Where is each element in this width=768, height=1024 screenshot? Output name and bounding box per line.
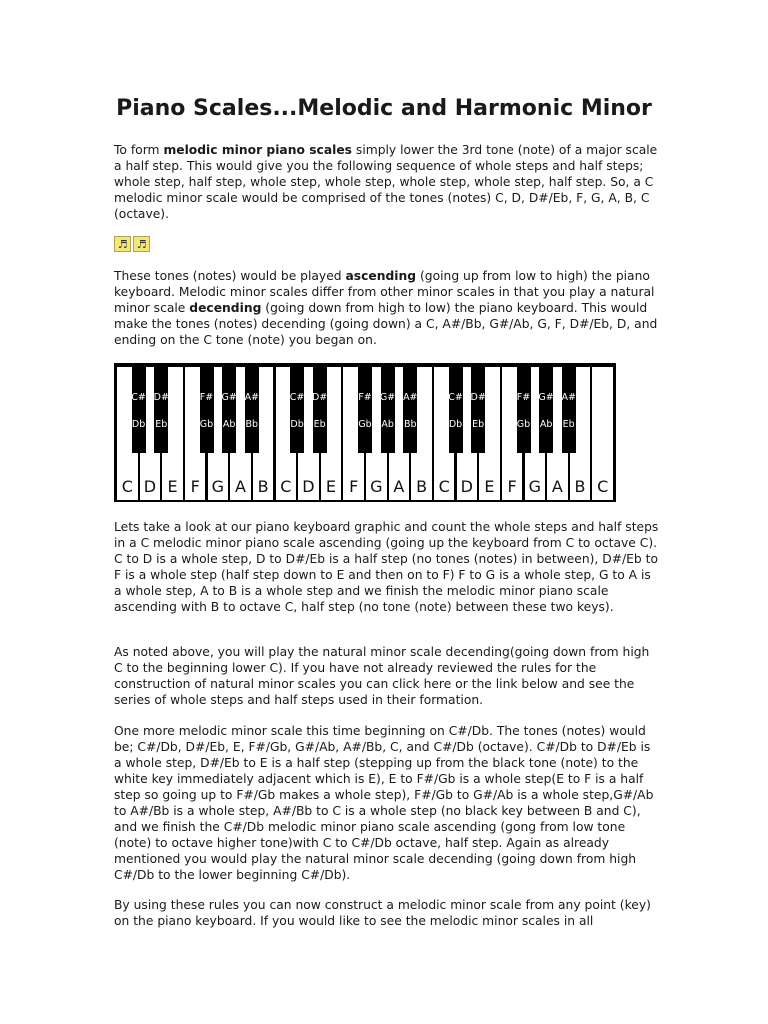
black-key-flat-label: Eb bbox=[562, 419, 575, 430]
black-key-flat-label: Bb bbox=[245, 419, 259, 430]
black-key-sharp-label: A# bbox=[244, 392, 260, 403]
white-key-label: E bbox=[484, 477, 495, 496]
black-key bbox=[132, 367, 146, 453]
black-key-flat-label: Db bbox=[290, 419, 304, 430]
black-key bbox=[539, 367, 553, 453]
white-key-label: G bbox=[211, 477, 224, 496]
sound-icon[interactable]: ♬ bbox=[133, 236, 150, 252]
white-key-label: C bbox=[280, 477, 292, 496]
black-key-flat-label: Gb bbox=[199, 419, 214, 430]
black-key-sharp-label: C# bbox=[448, 392, 463, 403]
black-key bbox=[562, 367, 576, 453]
white-key-label: B bbox=[574, 477, 586, 496]
white-key-label: F bbox=[349, 477, 359, 496]
paragraph-c-sharp-scale: One more melodic minor scale this time beginning on C#/Db. The tones (notes) would be; C#/Db, D#/Eb, E, F#/Gb, G#/Ab, A#/Bb, C, and C#/Db (octave). C#/Db to D#/Eb is a whole step, D#/Eb to E is a half step (stepping up from the black tone (note) to the white key immediately adjacent which is E), E to F#/Gb is a whole step(E to F is a half step so going up to F#/Gb makes a whole step), F#/Gb to G#/Ab is a whole step,G#/Ab to A#/Bb is a whole step, A#/Bb to C is a whole step (no black key between B and C), and we finish the C#/Db melodic minor piano scale ascending (gong from low tone (note) to octave higher tone)with C to C#/Db octave, half step. Again as already mentioned you would play the natural minor scale decending (going down from high C#/Db to the lower beginning C#/Db). bbox=[114, 724, 654, 882]
audio-buttons bbox=[114, 236, 150, 252]
paragraph-natural-minor: As noted above, you will play the natural minor scale decending(going down from high C to the beginning lower C). If you have not already reviewed the rules for the construction of natural minor scales you can click here or the link below and see the series of whole steps and half steps used in their formation. bbox=[114, 645, 650, 707]
black-key bbox=[381, 367, 395, 453]
black-key bbox=[290, 367, 304, 453]
black-key-sharp-label: F# bbox=[358, 392, 372, 403]
ascending-bold: ascending bbox=[345, 269, 417, 283]
white-key-label: E bbox=[325, 477, 337, 496]
paragraph-ascending bbox=[114, 268, 659, 348]
paragraph-intro bbox=[114, 142, 659, 222]
black-key-flat-label: Eb bbox=[313, 419, 326, 430]
piano-keyboard-graphic bbox=[114, 363, 616, 502]
intro-text-start: To form bbox=[114, 143, 164, 157]
black-key-flat-label: Bb bbox=[404, 419, 417, 430]
black-key bbox=[154, 367, 168, 453]
page-title: Piano Scales...Melodic and Harmonic Minor bbox=[116, 96, 652, 121]
black-key bbox=[358, 367, 372, 453]
black-key-flat-label: Eb bbox=[155, 419, 168, 430]
black-key-flat-label: Db bbox=[448, 419, 463, 430]
white-key-label: A bbox=[551, 477, 563, 496]
black-key bbox=[449, 367, 463, 453]
black-key-flat-label: Ab bbox=[381, 419, 394, 430]
black-key-sharp-label: F# bbox=[516, 392, 531, 403]
black-key bbox=[403, 367, 417, 453]
white-key-label: A bbox=[393, 477, 405, 496]
white-key-label: B bbox=[416, 477, 428, 496]
white-key bbox=[592, 367, 613, 500]
black-key-flat-label: Db bbox=[131, 419, 146, 430]
black-key-sharp-label: F# bbox=[199, 392, 214, 403]
black-key-sharp-label: G# bbox=[538, 392, 554, 403]
black-key-flat-label: Gb bbox=[516, 419, 531, 430]
black-key-sharp-label: G# bbox=[221, 392, 237, 403]
black-key bbox=[313, 367, 327, 453]
black-key bbox=[245, 367, 259, 453]
black-key bbox=[222, 367, 236, 453]
black-key-flat-label: Eb bbox=[472, 419, 485, 430]
black-key-flat-label: Ab bbox=[222, 419, 236, 430]
ascending-text-d: (going down from high to low) the piano keyboard. This would make the tones (notes) decending (going down) a C, A#/Bb, G#/Ab, G, F, D#/Eb, D, and ending on the C tone (note) you began on. bbox=[114, 301, 658, 347]
black-key-sharp-label: D# bbox=[153, 392, 169, 403]
white-key-label: D bbox=[460, 477, 473, 496]
black-key bbox=[471, 367, 485, 453]
white-key-label: D bbox=[143, 477, 157, 496]
white-key-label: C bbox=[121, 477, 133, 496]
black-key-flat-label: Ab bbox=[539, 419, 553, 430]
black-key-flat-label: Gb bbox=[358, 419, 372, 430]
black-key bbox=[200, 367, 214, 453]
ascending-text-a: These tones (notes) would be played bbox=[114, 269, 346, 283]
paragraph-count-steps: Lets take a look at our piano keyboard graphic and count the whole steps and half steps in a C melodic minor piano scale ascending (going up the keyboard from C to octave C). C to D is a whole step, D to D#/Eb is a half step (no tones (notes) in between), D#/Eb to F is a whole step (half step down to E and then on to F) F to G is a whole step, G to A is a whole step, A to B is a whole step and we finish the melodic minor piano scale ascending with B to octave C, half step (no tone (note) between these two keys). bbox=[114, 520, 659, 614]
black-key bbox=[517, 367, 531, 453]
white-key-label: F bbox=[507, 477, 517, 496]
white-key-label: C bbox=[597, 477, 609, 496]
intro-bold-term: melodic minor piano scales bbox=[163, 143, 352, 157]
black-key-sharp-label: A# bbox=[561, 392, 576, 403]
black-key-sharp-label: G# bbox=[379, 392, 396, 403]
white-key-label: B bbox=[257, 477, 269, 496]
white-key-label: C bbox=[438, 477, 450, 496]
white-key-label: F bbox=[190, 477, 200, 496]
black-key-sharp-label: C# bbox=[289, 392, 305, 403]
black-key-sharp-label: C# bbox=[131, 392, 146, 403]
intro-text-rest: simply lower the 3rd tone (note) of a major scale a half step. This would give you the following sequence of whole steps and half steps; whole step, half step, whole step, whole step, whole step, whole step, half step. So, a C melodic minor scale would be comprised of the tones (notes) C, D, D#/Eb, F, G, A, B, C (octave). bbox=[114, 143, 658, 221]
paragraph-construct: By using these rules you can now construct a melodic minor scale from any point (key) on the piano keyboard. If you would like to see the melodic minor scales in all bbox=[114, 898, 651, 928]
white-key-label: D bbox=[302, 477, 315, 496]
white-key-label: E bbox=[167, 477, 178, 496]
ascending-text-c: (going up from low to high) the piano keyboard. Melodic minor scales differ from other minor scales in that you play a natural minor scale bbox=[114, 269, 655, 315]
black-key-sharp-label: A# bbox=[403, 392, 418, 403]
white-key-label: G bbox=[528, 477, 541, 496]
black-key-sharp-label: D# bbox=[312, 392, 328, 403]
decending-bold: decending bbox=[189, 301, 262, 315]
white-key-label: G bbox=[370, 477, 383, 496]
white-key-label: A bbox=[235, 477, 246, 496]
sound-icon[interactable]: ♬ bbox=[114, 236, 131, 252]
black-key-sharp-label: D# bbox=[470, 392, 486, 403]
